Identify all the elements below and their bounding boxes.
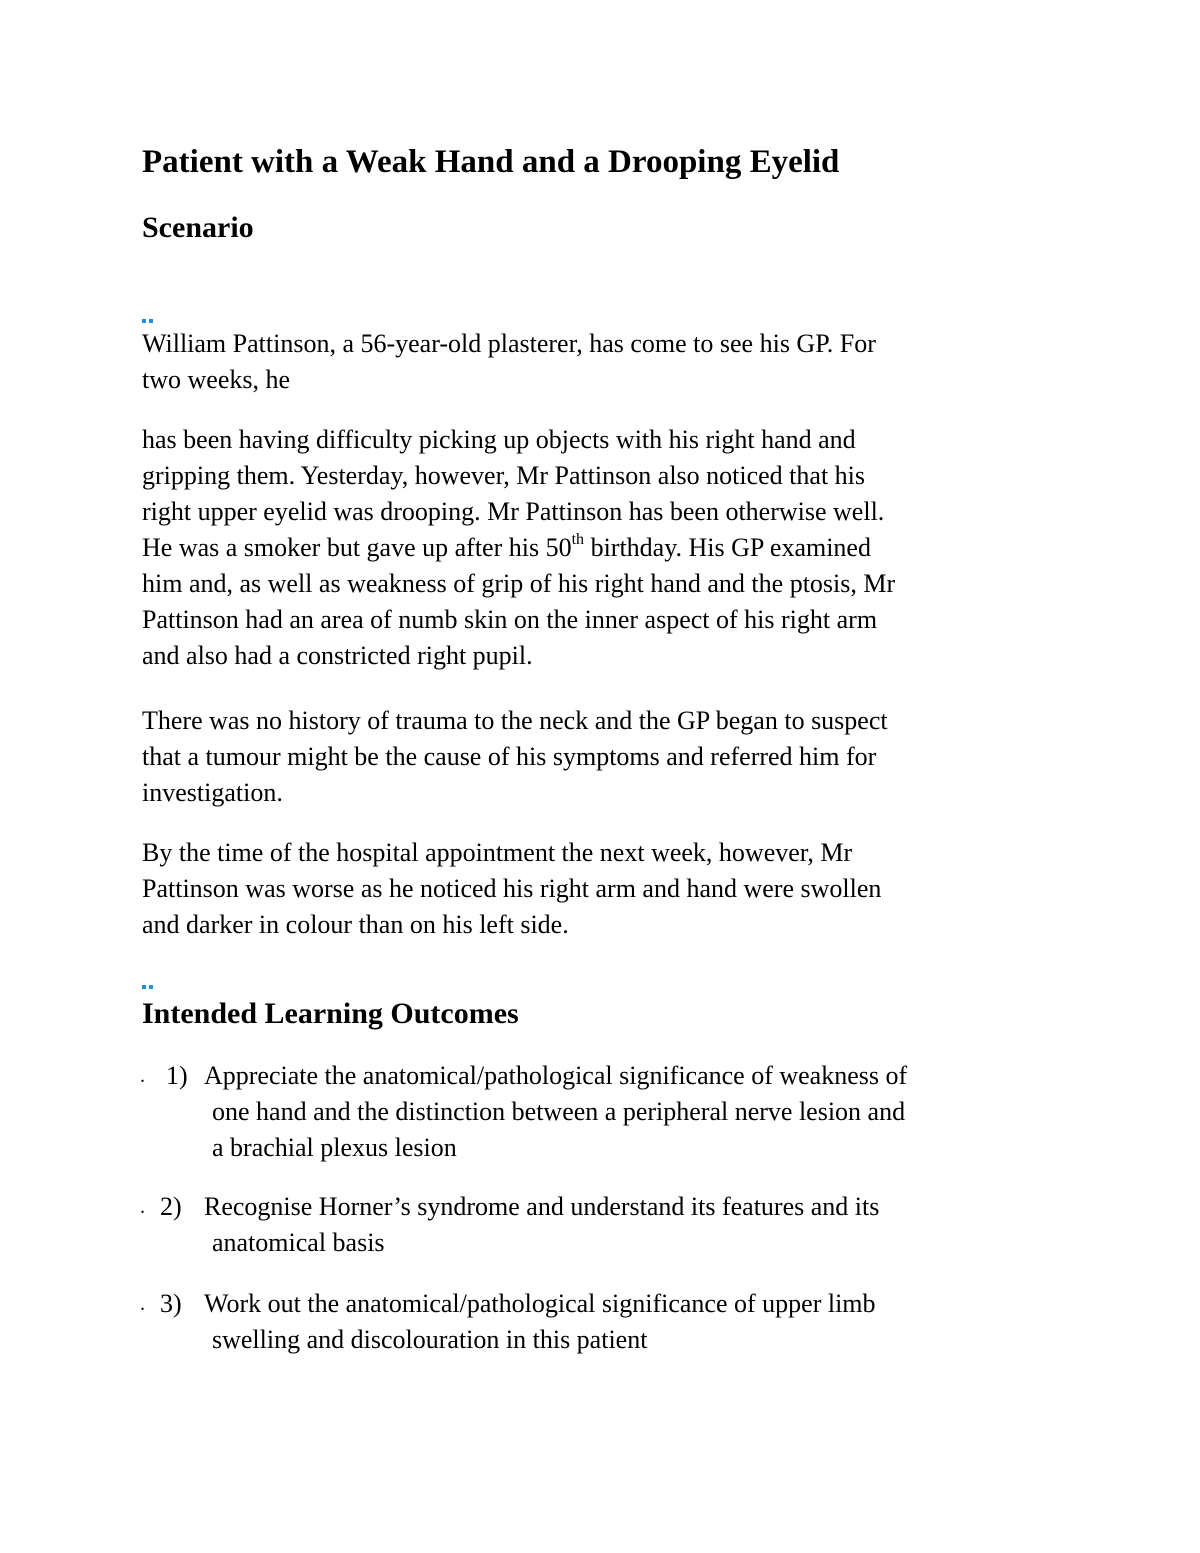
paragraph-line: him and, as well as weakness of grip of his right hand and the ptosis, Mr — [142, 569, 896, 598]
paragraph-line — [142, 530, 1072, 566]
line-text: birthday. His GP examined — [584, 533, 871, 562]
paragraph-line: Pattinson was worse as he noticed his right arm and hand were swollen — [142, 874, 882, 903]
outcome-line: a brachial plexus lesion — [212, 1133, 457, 1162]
outcome-text — [204, 1286, 876, 1322]
outcome-text — [204, 1189, 879, 1225]
paragraph-line: William Pattinson, a 56-year-old plasterer, has come to see his GP. For — [142, 329, 876, 358]
outcome-text-continued — [212, 1094, 905, 1166]
scenario-paragraph-2 — [142, 422, 1072, 674]
list-bullet: . — [140, 1065, 145, 1087]
paragraph-line: and darker in colour than on his left side. — [142, 910, 569, 939]
anchor-marker-icon — [142, 319, 156, 325]
outcome-line: Work out the anatomical/pathological significance of upper limb — [204, 1289, 876, 1318]
anchor-marker-icon — [142, 985, 156, 991]
outcome-line: one hand and the distinction between a peripheral nerve lesion and — [212, 1097, 906, 1126]
paragraph-line: and also had a constricted right pupil. — [142, 641, 533, 670]
ilo-heading: Intended Learning Outcomes — [142, 997, 519, 1030]
paragraph-line: has been having difficulty picking up objects with his right hand and — [142, 425, 856, 454]
line-text: He was a smoker but gave up after his 50 — [142, 533, 572, 562]
paragraph-line: gripping them. Yesterday, however, Mr Pattinson also noticed that his — [142, 461, 866, 490]
outcome-text-continued — [212, 1322, 647, 1358]
outcome-line: anatomical basis — [212, 1228, 385, 1257]
list-bullet: . — [140, 1196, 145, 1218]
outcome-text — [204, 1058, 907, 1094]
paragraph-line: two weeks, he — [142, 365, 291, 394]
list-number: 3) — [160, 1289, 182, 1318]
list-bullet: . — [140, 1293, 145, 1315]
scenario-paragraph-4 — [142, 835, 1072, 943]
paragraph-line: There was no history of trauma to the neck and the GP began to suspect — [142, 706, 888, 735]
paragraph-line: Pattinson had an area of numb skin on the inner aspect of his right arm — [142, 605, 878, 634]
outcome-line: Recognise Horner’s syndrome and understand its features and its — [204, 1192, 880, 1221]
paragraph-line: By the time of the hospital appointment the next week, however, Mr — [142, 838, 853, 867]
scenario-heading: Scenario — [142, 211, 254, 244]
superscript-ordinal: th — [571, 531, 585, 549]
outcome-line: Appreciate the anatomical/pathological significance of weakness of — [204, 1061, 908, 1090]
list-number: 1) — [166, 1061, 188, 1090]
paragraph-line: investigation. — [142, 778, 283, 807]
scenario-paragraph-1 — [142, 326, 1072, 398]
document-title: Patient with a Weak Hand and a Drooping Eyelid — [142, 144, 840, 180]
paragraph-line: right upper eyelid was drooping. Mr Pattinson has been otherwise well. — [142, 497, 885, 526]
outcome-line: swelling and discolouration in this patient — [212, 1325, 648, 1354]
outcome-text-continued — [212, 1225, 385, 1261]
paragraph-line: that a tumour might be the cause of his symptoms and referred him for — [142, 742, 877, 771]
scenario-paragraph-3 — [142, 703, 1072, 811]
list-number: 2) — [160, 1192, 182, 1221]
